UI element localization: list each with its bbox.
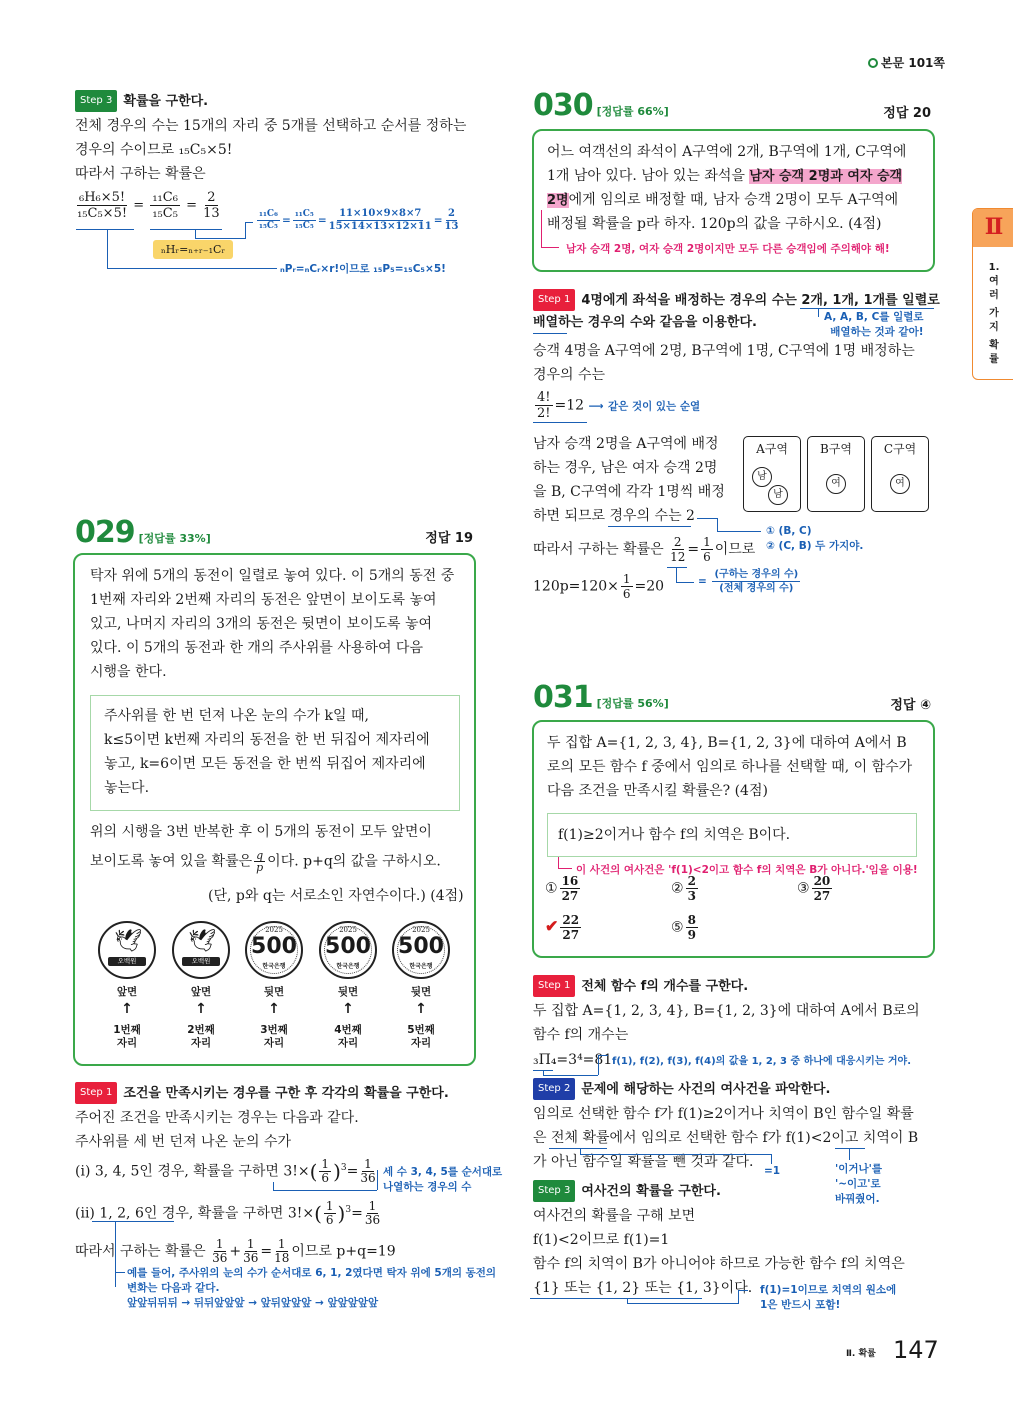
- final-answer-line: 120p=120× $\frac{1}{6}$ =20: [533, 572, 665, 601]
- connector-line: [771, 1154, 772, 1164]
- position-label: 3번째 자리: [260, 1024, 288, 1049]
- connector-line: [150, 229, 222, 230]
- rule-text: 놓고, k=6이면 모든 동전을 한 번씩 뒤집어 제자리에: [104, 756, 426, 772]
- checkmark-icon: ✔: [545, 916, 559, 936]
- equals-one-note: =1: [764, 1165, 781, 1177]
- crane-icon: 🕊: [114, 929, 142, 954]
- answer-label: 정답 19: [425, 531, 473, 546]
- choice-2[interactable]: ② $\frac{2}{3}$: [671, 874, 696, 903]
- connector-line: [738, 1290, 739, 1304]
- step1-header: Step 1 전체 함수 f의 개수를 구한다.: [533, 975, 748, 997]
- solution-text: 여사건의 확률을 구해 보면: [533, 1208, 696, 1224]
- rule-text: k≤5이면 k번째 자리의 동전을 한 번 뒤집어 제자리에: [104, 732, 430, 748]
- connector-line: [533, 333, 567, 334]
- up-arrow-icon: ↑: [195, 1001, 207, 1017]
- female-passenger: 여: [890, 474, 910, 494]
- seat-zone-b: B구역 여: [807, 436, 865, 512]
- problem-text: 어느 여객선의 좌석이 A구역에 2개, B구역에 1개, C구역에: [547, 144, 907, 160]
- pi-note: f(1), f(2), f(3), f(4)의 값을 1, 2, 3 중 하나에 대응시키는 거야.: [612, 1056, 911, 1067]
- connector-line: [115, 1272, 125, 1273]
- page-reference: 본문 101쪽: [868, 54, 945, 71]
- choice-5[interactable]: ⑤ $\frac{8}{9}$: [671, 913, 696, 942]
- problem-030-header: 030 [정답률 66%] 정답 20: [533, 88, 931, 123]
- up-arrow-icon: ↑: [268, 1001, 280, 1017]
- step-badge: Step 2: [533, 1078, 575, 1100]
- text-line: 따라서 구하는 확률은: [75, 166, 206, 182]
- position-label: 4번째 자리: [334, 1024, 362, 1049]
- connector-line: [717, 531, 761, 532]
- step-badge: Step 3: [75, 90, 117, 112]
- combination-note: $\frac{\text{₁₁C₆}}{\text{₁₅C₅}}$ = $\frac{\text{₁₁C₅}}{\text{₁₅C₅}}$ = $\frac{11\times 10\times 9\times 8\times 7}{15\times 14\times 13\times 12\times 11}$ = $\frac{2}{13}$: [259, 208, 459, 232]
- problem-031-header: 031 [정답률 56%] 정답 ④: [533, 680, 931, 715]
- footer-chapter-label: Ⅱ. 확률: [846, 1349, 876, 1359]
- connector-line: [195, 238, 245, 239]
- connector-line: [818, 308, 819, 317]
- choice-4[interactable]: ✔ $\frac{22}{27}$: [545, 913, 580, 942]
- connector-line: [107, 229, 108, 269]
- answer-label: 정답 ④: [890, 698, 931, 713]
- coin-face-label: 앞면: [190, 986, 212, 998]
- highlighted-text: 남자 승객 2명과 여자 승객: [749, 169, 903, 184]
- caution-note: 남자 승객 2명, 여자 승객 2명이지만 모두 다른 승객임에 주의해야 해!: [566, 243, 890, 255]
- solution-text: 경우의 수는: [533, 367, 606, 383]
- coin-back-3: 2025 500 한국은행: [245, 921, 303, 979]
- problem-text: 1개 남아 있다. 남아 있는 좌석을 남자 승객 2명과 여자 승객: [547, 168, 903, 184]
- problem-text: 배정될 확률을 p라 하자. 120p의 값을 구하시오. (4점): [547, 216, 882, 232]
- highlighted-text: 2명: [547, 193, 569, 208]
- connector-line: [541, 210, 542, 248]
- solution-text: 주사위를 세 번 던져 나온 눈의 수가: [75, 1134, 292, 1150]
- connector-line: [835, 1148, 865, 1149]
- seat-zone-c: C구역 여: [871, 436, 929, 512]
- problem-text: 시행을 한다.: [90, 664, 167, 680]
- step2-header: Step 2 문제에 해당하는 사건의 여사건을 파악한다.: [533, 1078, 830, 1100]
- solution-text: 하는 경우, 남은 여자 승객 2명: [533, 460, 718, 476]
- connector-line: [598, 1055, 608, 1056]
- connector-line: [667, 567, 687, 568]
- step1-header: Step 1 4명에게 좌석을 배정하는 경우의 수는 2개, 1개, 1개를 일렬로: [533, 289, 940, 311]
- position-label: 2번째 자리: [187, 1024, 215, 1049]
- step-badge: Step 1: [533, 289, 575, 311]
- conjunction-note: '이거나'를 '~이고'로 바꿔줬어.: [835, 1163, 883, 1205]
- text-line: 경우의 수이므로 ₁₅C₅×5!: [75, 142, 233, 158]
- connector-line: [627, 1303, 739, 1304]
- chapter-number: Ⅱ: [973, 209, 1013, 247]
- connector-line: [598, 1055, 599, 1075]
- chapter-side-tab[interactable]: [972, 208, 1013, 380]
- range-note: f(1)=1이므로 치역의 원소에 1은 반드시 포함!: [760, 1284, 897, 1311]
- condition-text: f(1)≥2이거나 함수 f의 치역은 B이다.: [558, 827, 791, 843]
- problem-029-header: 029 [정답률 33%] 정답 19: [75, 515, 473, 550]
- coin-back-5: 2025 500 한국은행: [392, 921, 450, 979]
- connector-line: [676, 567, 677, 583]
- problem-text: 로의 모든 함수 f 중에서 임의로 하나를 선택할 때, 이 함수가: [547, 759, 913, 775]
- solution-text: {1} 또는 {1, 2} 또는 {1, 3}이다.: [533, 1280, 753, 1296]
- text-line: 전체 경우의 수는 15개의 자리 중 5개를 선택하고 순서를 정하는: [75, 118, 467, 134]
- connector-line: [530, 1298, 702, 1299]
- connector-line: [580, 1154, 772, 1155]
- answer-label: 정답 20: [883, 106, 931, 121]
- rule-text: 놓는다.: [104, 780, 150, 796]
- connector-line: [543, 1075, 598, 1076]
- question-text: 보이도록 놓여 있을 확률은 $\frac{q}{p}$ 이다. p+q의 값을 구하시오.: [90, 849, 441, 874]
- case-2: (ⅱ) 1, 2, 6인 경우, 확률을 구하면 3!×( $\frac{1}{6}$ )$^3$= $\frac{1}{36}$: [75, 1199, 381, 1227]
- question-text: 위의 시행을 3번 반복한 후 이 5개의 동전이 모두 앞면이: [90, 824, 432, 840]
- solution-text: 함수 f의 치역이 B가 아니어야 하므로 가능한 함수 f의 치역은: [533, 1256, 905, 1272]
- step3-header: Step 3 확률을 구한다.: [75, 90, 208, 112]
- solution-text: 하면 되므로 경우의 수는 2: [533, 508, 695, 524]
- problem-text: 있고, 나머지 자리의 3개의 동전은 뒷면이 보이도록 놓여: [90, 616, 433, 632]
- coin-face-label: 뒷면: [410, 986, 432, 998]
- up-arrow-icon: ↑: [415, 1001, 427, 1017]
- connector-line: [92, 1221, 174, 1222]
- h-formula-tooltip: ₙHᵣ=ₙ₊ᵣ₋₁Cᵣ: [153, 240, 233, 259]
- connector-line: [800, 308, 934, 309]
- permutation-formula: $\frac{4!}{2!}$ =12 ⟶ 같은 것이 있는 순열: [537, 390, 701, 421]
- choice-3[interactable]: ③ $\frac{20}{27}$: [797, 874, 831, 903]
- solution-text: 은 전체 확률에서 임의로 선택한 함수 f가 f(1)<2이고 치역이 B: [533, 1130, 919, 1146]
- connector-line: [541, 247, 559, 248]
- coin-front-1: 🕊 오백원: [98, 921, 156, 979]
- page-number: 147: [893, 1336, 939, 1364]
- connector-line: [245, 222, 246, 239]
- connector-line: [697, 518, 717, 519]
- connector-line: [273, 1182, 274, 1190]
- ratio-note: = $\frac{\text{(구하는 경우의 수)}}{\text{(전체 경우의 수)}}$: [698, 569, 799, 594]
- problem-text: 있다. 이 5개의 동전과 한 개의 주사위를 사용하여 다음: [90, 640, 423, 656]
- connector-line: [676, 582, 694, 583]
- arrow-icon: ⟶: [588, 400, 604, 413]
- up-arrow-icon: ↑: [121, 1001, 133, 1017]
- solution-text: f(1)<2이므로 f(1)=1: [533, 1232, 670, 1248]
- position-label: 1번째 자리: [113, 1024, 141, 1049]
- connector-line: [245, 222, 253, 223]
- connector-line: [608, 526, 691, 527]
- complement-note: 이 사건의 여사건은 'f(1)<2이고 함수 f의 치역은 B가 아니다.'임을 이용!: [576, 864, 918, 876]
- solution-text: 주어진 조건을 만족시키는 경우는 다음과 같다.: [75, 1110, 359, 1126]
- step-badge: Step 3: [533, 1180, 575, 1202]
- case1-note: 세 수 3, 4, 5를 순서대로 나열하는 경우의 수: [383, 1166, 503, 1193]
- connector-line: [558, 868, 572, 869]
- problem-text: 다음 조건을 만족시킬 확률은? (4점): [547, 783, 768, 799]
- seat-zone-a: A구역 남 남: [743, 436, 801, 512]
- ring-icon: [868, 58, 878, 68]
- connector-line: [849, 1148, 850, 1160]
- connector-line: [377, 1170, 378, 1190]
- problem-text: 두 집합 A={1, 2, 3, 4}, B={1, 2, 3}에 대하여 A에서 B: [547, 735, 907, 751]
- probability-line: 따라서 구하는 확률은 $\frac{2}{12}$ = $\frac{1}{6}$ 이므로: [533, 535, 756, 564]
- coin-back-4: 2025 500 한국은행: [319, 921, 377, 979]
- solution-text: 승객 4명을 A구역에 2명, B구역에 1명, C구역에 1명 배정하는: [533, 343, 915, 359]
- solution-text: 임의로 선택한 함수 f가 f(1)≥2이거나 치역이 B인 함수일 확률: [533, 1106, 914, 1122]
- section-title: 1. 여 러 가 지 확 률: [988, 262, 1000, 365]
- up-arrow-icon: ↑: [342, 1001, 354, 1017]
- step3-header: Step 3 여사건의 확률을 구한다.: [533, 1180, 721, 1202]
- solution-text: 을 B, C구역에 각각 1명씩 배정: [533, 484, 725, 500]
- coin-front-2: 🕊 오백원: [172, 921, 230, 979]
- connector-line: [76, 229, 134, 230]
- problem-text: 1번째 자리와 2번째 자리의 동전은 앞면이 보이도록 놓여: [90, 592, 437, 608]
- step1-title-cont: 배열하는 경우의 수와 같음을 이용한다.: [533, 315, 757, 330]
- coin-face-label: 뒷면: [263, 986, 285, 998]
- connector-line: [549, 1148, 607, 1149]
- rule-text: 주사위를 한 번 던져 나온 눈의 수가 k일 때,: [104, 708, 369, 724]
- solution-text: 남자 승객 2명을 A구역에 배정: [533, 436, 719, 452]
- coin-face-label: 뒷면: [337, 986, 359, 998]
- solution-text: 가 아닌 함수일 확률을 뺀 것과 같다.: [533, 1154, 754, 1170]
- problem-text: 2명에게 임의로 배정할 때, 남자 승객 2명이 모두 A구역에: [547, 192, 899, 208]
- position-label: 5번째 자리: [407, 1024, 435, 1049]
- coin-face-label: 앞면: [116, 986, 138, 998]
- male-passenger: 남: [768, 485, 788, 505]
- final-probability: 따라서 구하는 확률은 $\frac{1}{36}$ + $\frac{1}{36}$ = $\frac{1}{18}$ 이므로 p+q=19: [75, 1237, 396, 1265]
- problem-text: 탁자 위에 5개의 동전이 일렬로 놓여 있다. 이 5개의 동전 중: [90, 568, 455, 584]
- solution-text: 함수 f의 개수는: [533, 1027, 629, 1043]
- crane-icon: 🕊: [188, 929, 216, 954]
- step-badge: Step 1: [75, 1082, 117, 1104]
- case-1: (ⅰ) 3, 4, 5인 경우, 확률을 구하면 3!×( $\frac{1}{6}$ )$^3$= $\frac{1}{36}$: [75, 1157, 376, 1185]
- connector-line: [738, 1290, 748, 1291]
- step1-header: Step 1 조건을 만족시키는 경우를 구한 후 각각의 확률을 구한다.: [75, 1082, 449, 1104]
- permutation-note: ₙPᵣ=ₙCᵣ×r!이므로 ₁₅P₅=₁₅C₅×5!: [280, 263, 446, 275]
- connector-line: [717, 518, 718, 532]
- probability-formula: $\frac{\text{₆H₆×5!}}{\text{₁₅C₅×5!}}$ = $\frac{\text{₁₁C₆}}{\text{₁₅C₅}}$ = $\frac{2}{13}$: [77, 190, 220, 221]
- cases-note: ① (B, C) ② (C, B) 두 가지야.: [766, 525, 864, 552]
- female-passenger: 여: [826, 474, 846, 494]
- connector-line: [107, 268, 277, 269]
- arrangement-note: A, A, B, C를 일렬로 배열하는 것과 같아!: [824, 311, 924, 338]
- example-note: 예를 들어, 주사위의 눈의 수가 순서대로 6, 1, 2였다면 탁자 위에 5개의 동전의 변화는 다음과 같다. 앞앞뒤뒤뒤 → 뒤뒤앞앞앞 → 앞뒤앞앞앞 → 앞앞앞앞앞: [127, 1267, 497, 1309]
- step-badge: Step 1: [533, 975, 575, 997]
- solution-text: 두 집합 A={1, 2, 3, 4}, B={1, 2, 3}에 대하여 A에서 B로의: [533, 1003, 920, 1019]
- choice-1[interactable]: ① $\frac{16}{27}$: [545, 874, 579, 903]
- connector-line: [273, 1190, 377, 1191]
- question-condition: (단, p와 q는 서로소인 자연수이다.) (4점): [208, 888, 464, 904]
- male-passenger: 남: [752, 467, 772, 487]
- pi-formula: ₃Π₄=3⁴=81: [533, 1052, 613, 1068]
- connector-line: [533, 422, 587, 423]
